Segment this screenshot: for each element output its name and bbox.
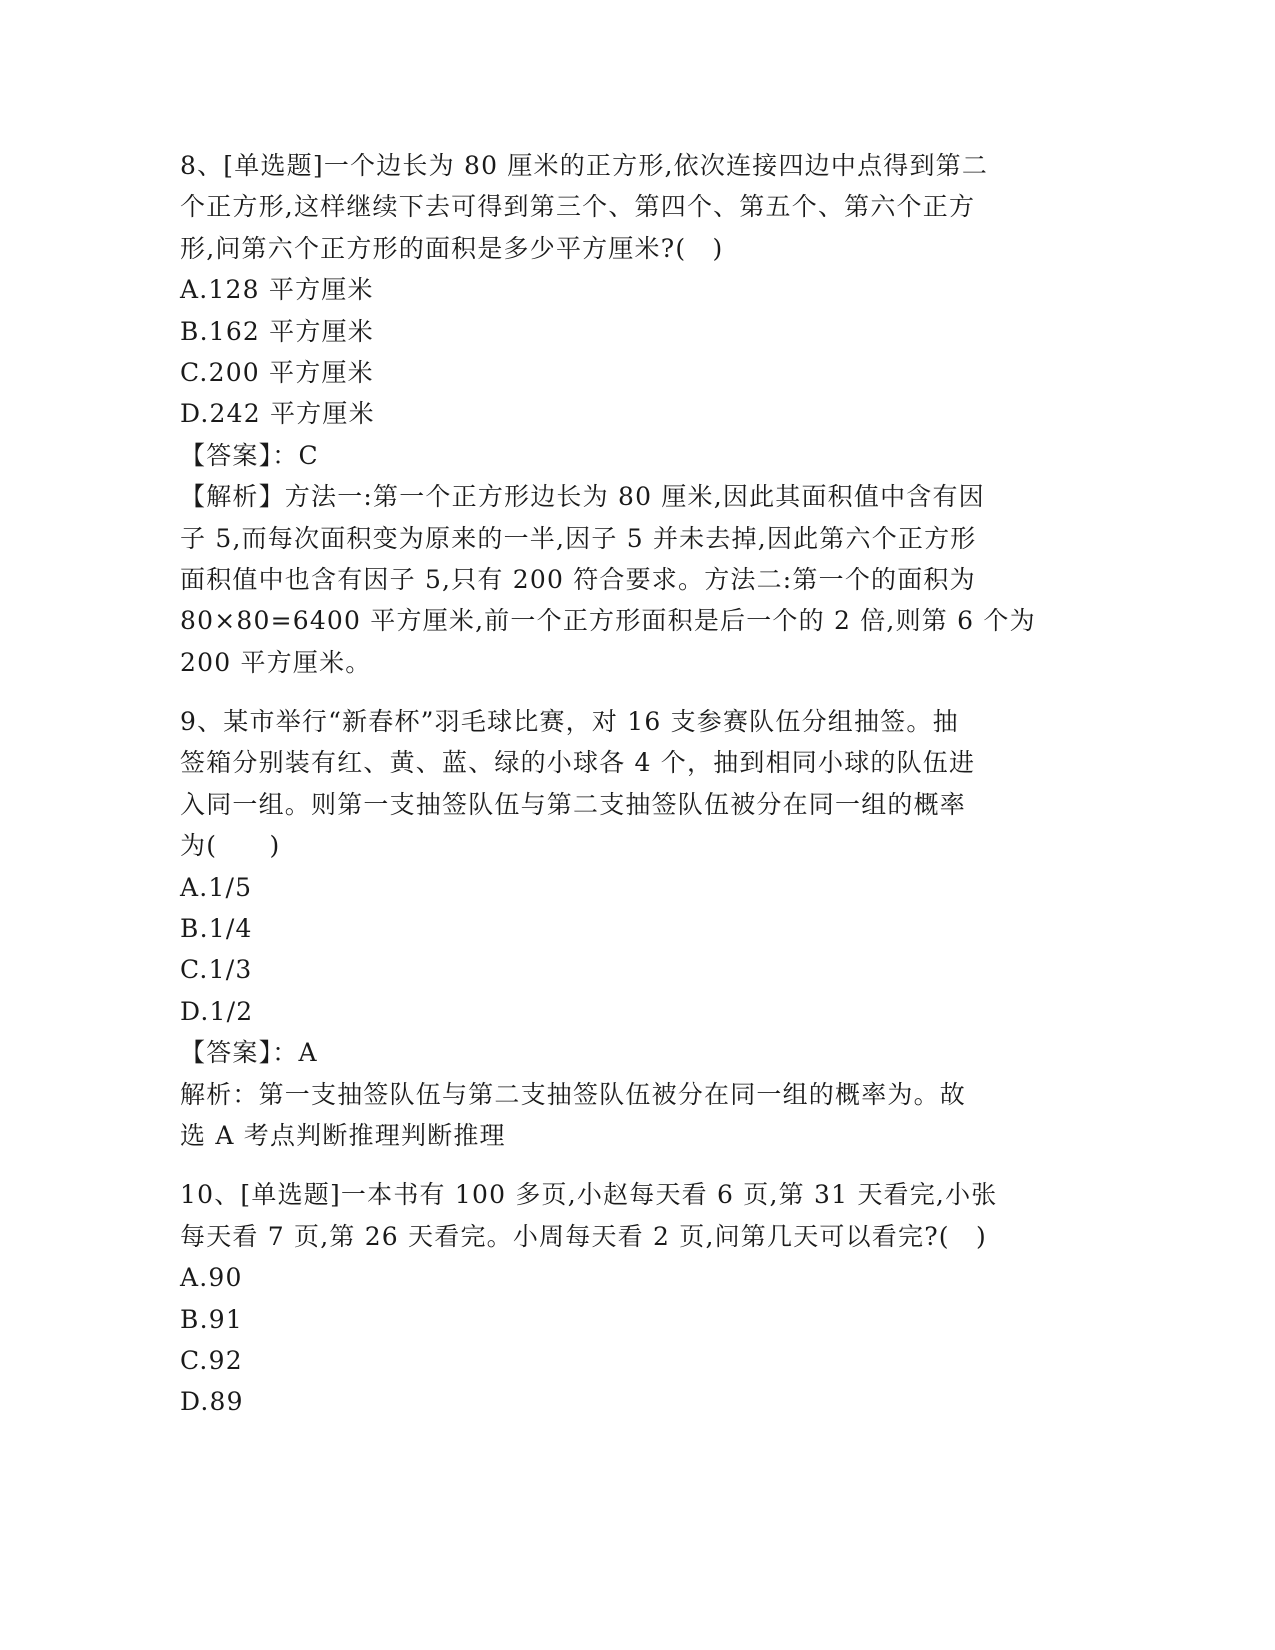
question-10 [180, 1174, 1060, 1422]
question-8 [180, 145, 1060, 683]
option-b: B.162 平方厘米 [180, 316, 374, 346]
option-d: D.89 [180, 1387, 244, 1417]
analysis-line: 子 5,而每次面积变为原来的一半,因子 5 并未去掉,因此第六个正方形 [180, 523, 977, 553]
question-stem-line: 入同一组。则第一支抽签队伍与第二支抽签队伍被分在同一组的概率 [180, 789, 967, 819]
option-d: D.242 平方厘米 [180, 399, 375, 429]
option-a: A.1/5 [180, 872, 253, 902]
option-b: B.1/4 [180, 914, 253, 944]
analysis-line: 200 平方厘米。 [180, 647, 372, 677]
analysis-line: 【解析】方法一:第一个正方形边长为 80 厘米,因此其面积值中含有因 [180, 482, 985, 512]
option-b: B.91 [180, 1304, 243, 1334]
answer-line: 【答案】：C [180, 440, 319, 470]
question-9 [180, 701, 1060, 1156]
question-stem-line: 签箱分别装有红、黄、蓝、绿的小球各 4 个，抽到相同小球的队伍进 [180, 748, 976, 778]
option-c: C.92 [180, 1345, 243, 1375]
option-c: C.1/3 [180, 955, 253, 985]
analysis-line: 解析：第一支抽签队伍与第二支抽签队伍被分在同一组的概率为。故 [180, 1079, 967, 1109]
option-a: A.90 [180, 1263, 243, 1293]
answer-line: 【答案】：A [180, 1038, 318, 1068]
question-stem-line: 个正方形,这样继续下去可得到第三个、第四个、第五个、第六个正方 [180, 192, 976, 222]
document-page [180, 145, 1060, 1423]
question-spacer [180, 683, 1060, 701]
question-stem-line: 9、某市举行“新春杯”羽毛球比赛，对 16 支参赛队伍分组抽签。抽 [180, 707, 959, 737]
question-stem-line: 为( ) [180, 831, 281, 861]
analysis-line: 面积值中也含有因子 5,只有 200 符合要求。方法二:第一个的面积为 [180, 564, 976, 594]
option-a: A.128 平方厘米 [180, 275, 374, 305]
question-stem-line: 每天看 7 页,第 26 天看完。小周每天看 2 页,问第几天可以看完?( ) [180, 1221, 987, 1251]
question-stem-line: 10、[单选题]一本书有 100 多页,小赵每天看 6 页,第 31 天看完,小张 [180, 1180, 998, 1210]
analysis-line: 选 A 考点判断推理判断推理 [180, 1120, 506, 1150]
analysis-line: 80×80=6400 平方厘米,前一个正方形面积是后一个的 2 倍,则第 6 个为 [180, 606, 1036, 636]
question-stem-line: 形,问第六个正方形的面积是多少平方厘米?( ) [180, 233, 724, 263]
question-spacer [180, 1156, 1060, 1174]
option-c: C.200 平方厘米 [180, 357, 374, 387]
question-stem-line: 8、[单选题]一个边长为 80 厘米的正方形,依次连接四边中点得到第二 [180, 151, 989, 180]
option-d: D.1/2 [180, 996, 254, 1026]
